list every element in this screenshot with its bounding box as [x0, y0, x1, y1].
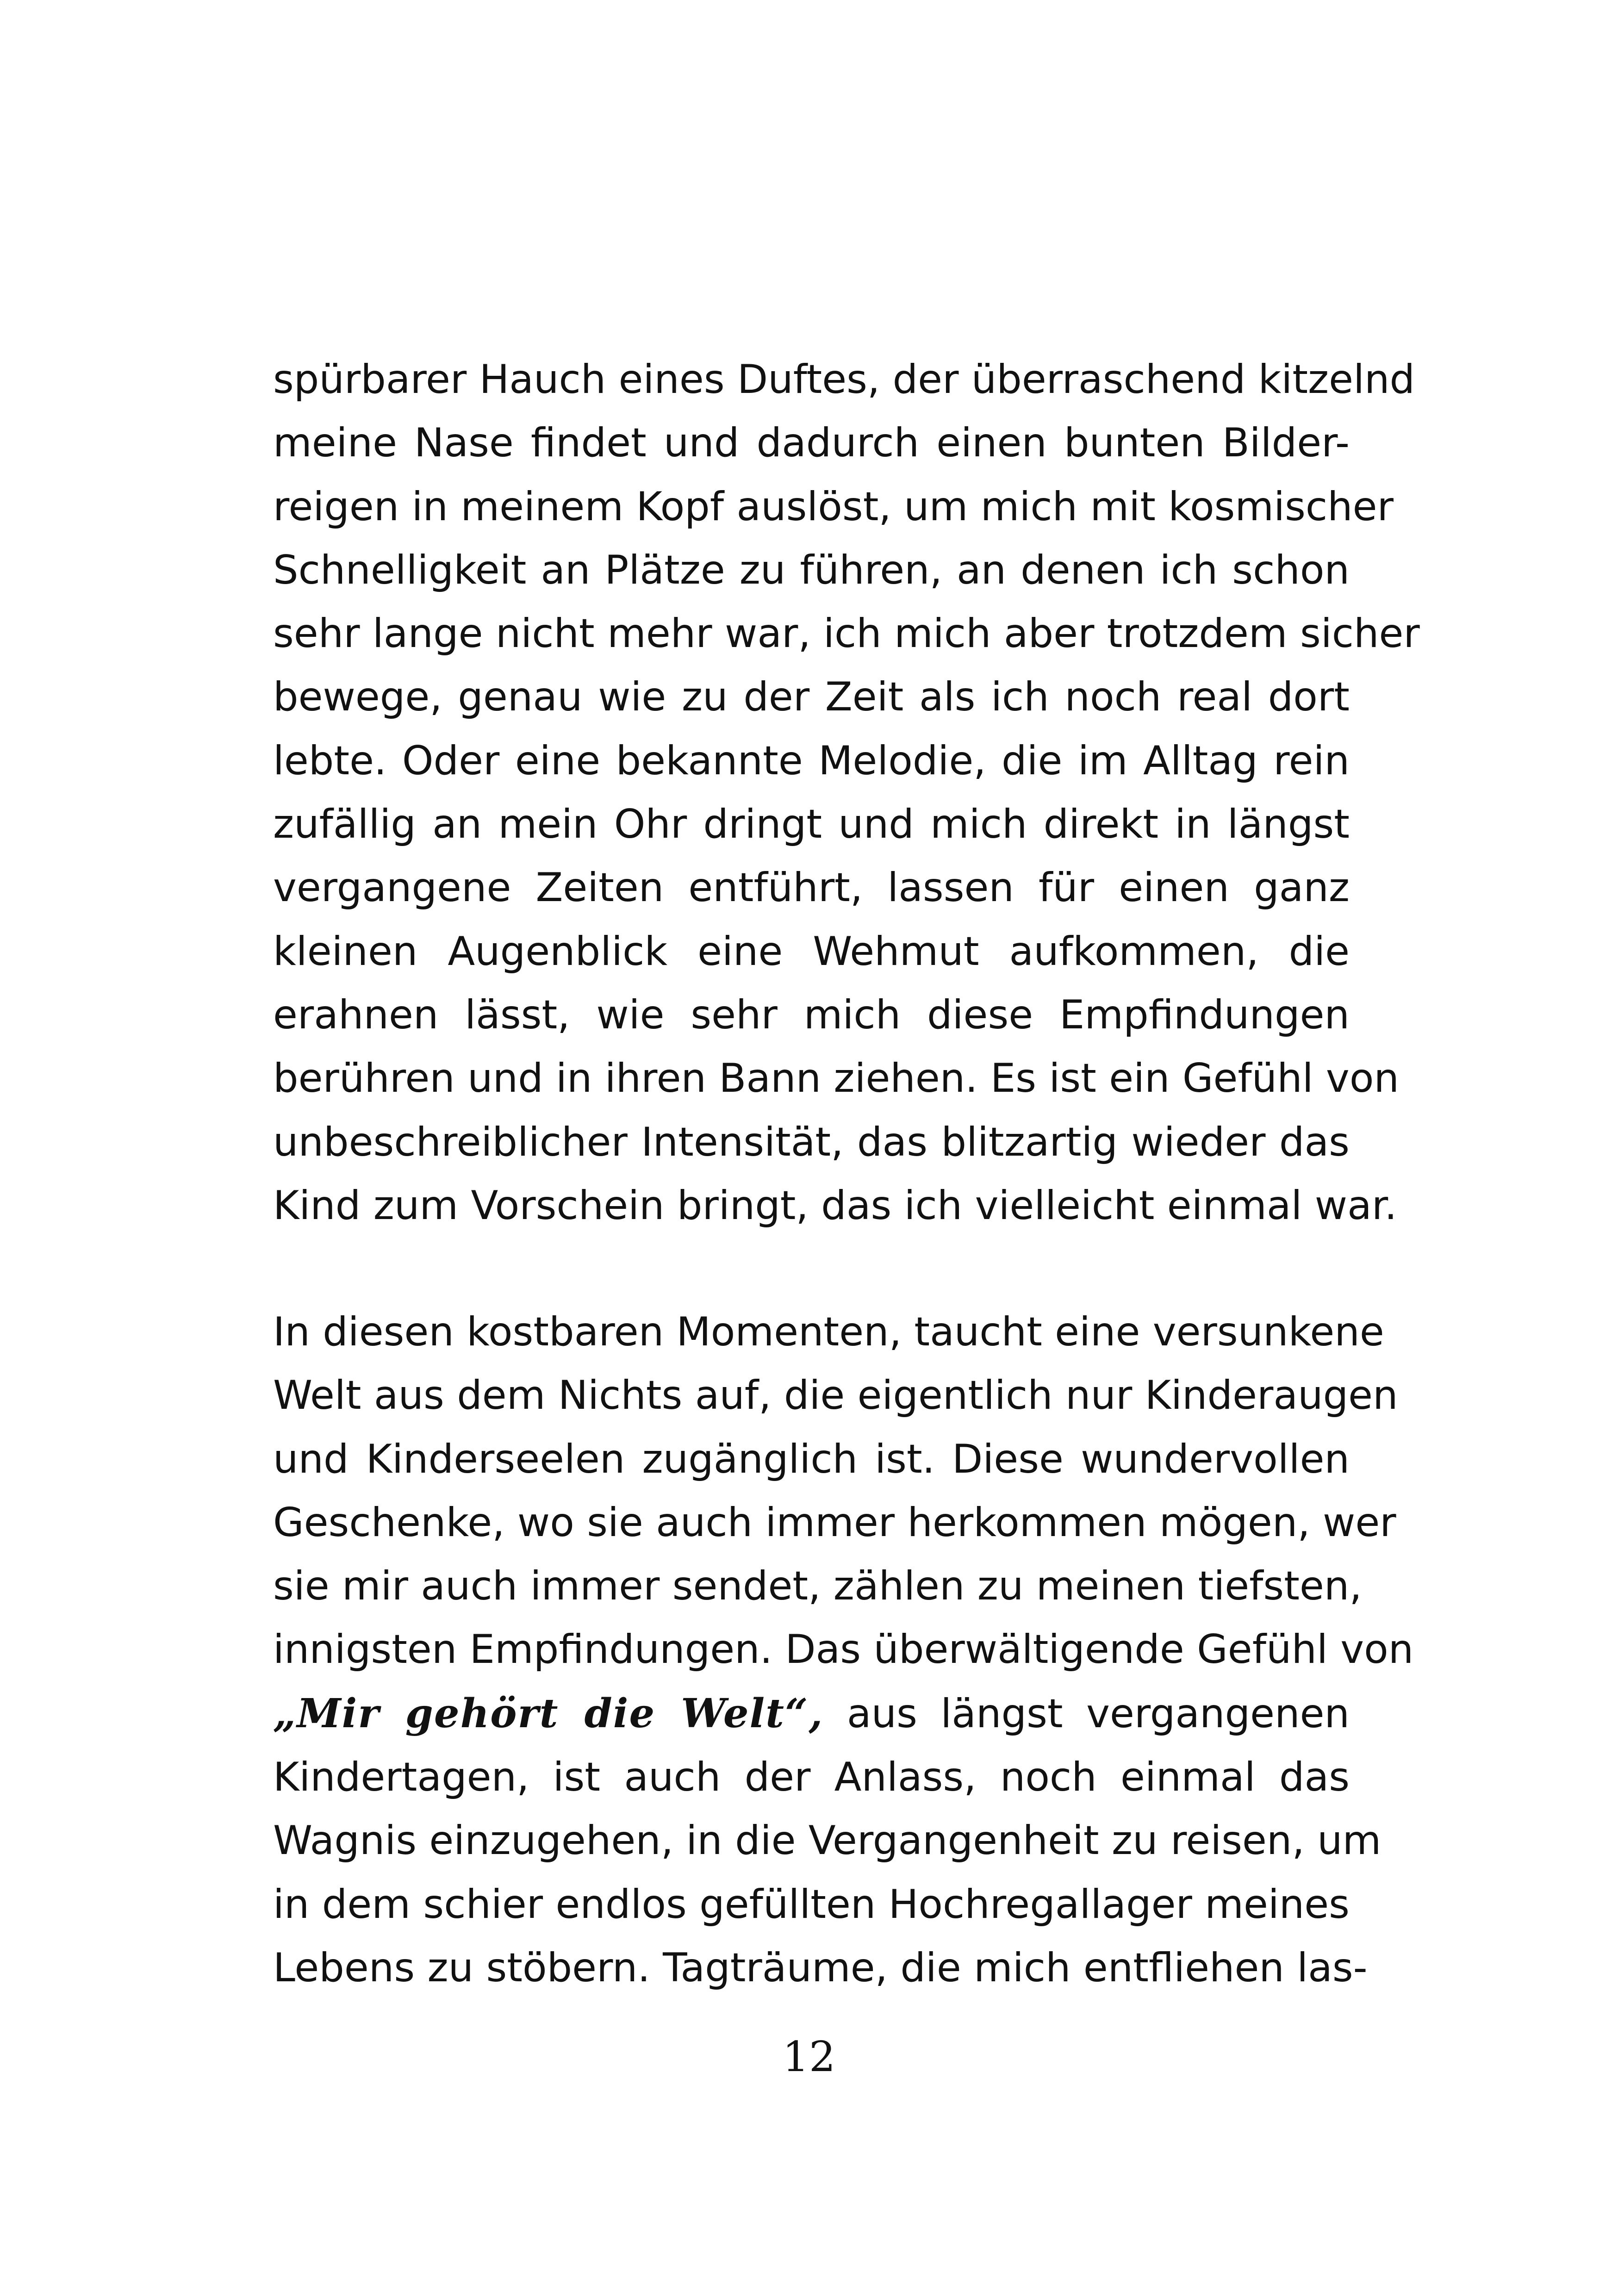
- text-line: lebte. Oder eine bekannte Melodie, die im Alltag rein: [273, 737, 1350, 784]
- text-line: Lebens zu stöbern. Tagträume, die mich entfliehen las-: [273, 1944, 1368, 1991]
- text-line: berühren und in ihren Bann ziehen. Es ist ein Gefühl von: [273, 1055, 1399, 1102]
- text-line: Geschenke, wo sie auch immer herkommen mögen, wer: [273, 1499, 1396, 1546]
- text-line: in dem schier endlos gefüllten Hochregallager meines: [273, 1881, 1350, 1928]
- text-line: meine Nase findet und dadurch einen bunten Bilder-: [273, 420, 1350, 467]
- text-line: Schnelligkeit an Plätze zu führen, an denen ich schon: [273, 547, 1350, 593]
- text-line: vergangene Zeiten entführt, lassen für einen ganz: [273, 865, 1350, 911]
- text-line: sie mir auch immer sendet, zählen zu meinen tiefsten,: [273, 1563, 1362, 1610]
- quote-line: [273, 1682, 1350, 1746]
- paragraph-1: [273, 348, 1420, 1238]
- text-line: In diesen kostbaren Momenten, taucht eine versunkene: [273, 1309, 1384, 1355]
- text-line: Kindertagen, ist auch der Anlass, noch einmal das: [273, 1754, 1350, 1801]
- text-line: zufällig an mein Ohr dringt und mich direkt in längst: [273, 801, 1350, 848]
- quote-line-rest: aus längst vergangenen: [846, 1690, 1350, 1737]
- text-line: spürbarer Hauch eines Duftes, der überraschend kitzelnd: [273, 356, 1415, 403]
- text-line: unbeschreiblicher Intensität, das blitzartig wieder das: [273, 1119, 1350, 1165]
- text-line: innigsten Empfindungen. Das überwältigende Gefühl von: [273, 1626, 1414, 1673]
- text-line: kleinen Augenblick eine Wehmut aufkommen, die: [273, 928, 1350, 975]
- paragraph-2: [273, 1300, 1414, 2000]
- text-line: und Kinderseelen zugänglich ist. Diese wundervollen: [273, 1436, 1350, 1482]
- text-line: bewege, genau wie zu der Zeit als ich noch real dort: [273, 674, 1350, 721]
- page-number: 12: [782, 2033, 836, 2081]
- text-line: Kind zum Vorschein bringt, das ich vielleicht einmal war.: [273, 1182, 1397, 1229]
- text-line: sehr lange nicht mehr war, ich mich aber trotzdem sicher: [273, 610, 1420, 657]
- text-line: erahnen lässt, wie sehr mich diese Empfindungen: [273, 991, 1350, 1038]
- text-line: Wagnis einzugehen, in die Vergangenheit zu reisen, um: [273, 1817, 1382, 1864]
- handwritten-quote: „Mir gehört die Welt“,: [273, 1690, 824, 1737]
- text-line: reigen in meinem Kopf auslöst, um mich mit kosmischer: [273, 483, 1394, 530]
- text-line: Welt aus dem Nichts auf, die eigentlich nur Kinderaugen: [273, 1372, 1398, 1419]
